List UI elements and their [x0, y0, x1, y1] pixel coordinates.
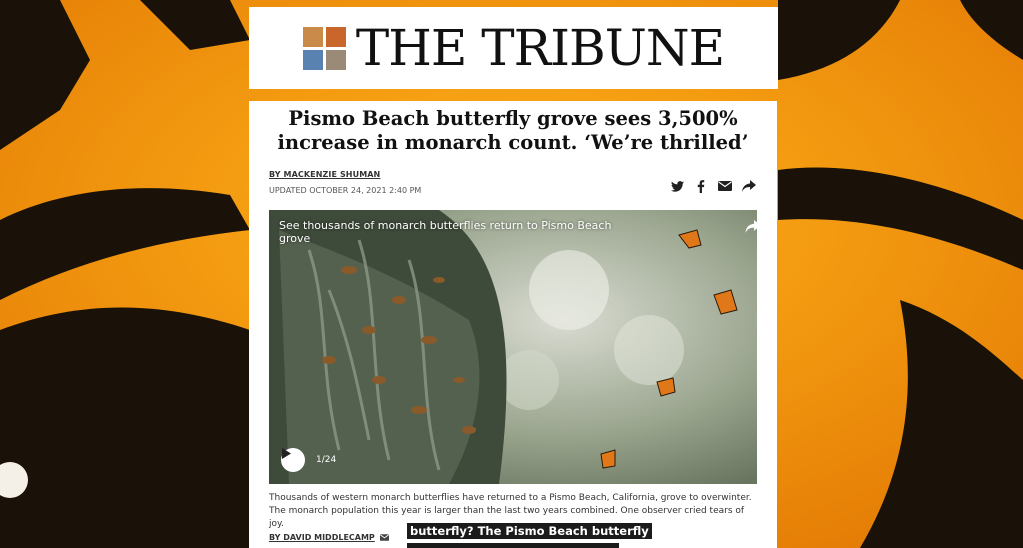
- byline-row: [269, 170, 757, 200]
- article-headline: Pismo Beach butterfly grove sees 3,500% increase in monarch count. ‘We’re thrilled’: [277, 107, 749, 154]
- masthead-title[interactable]: THE TRIBUNE: [355, 19, 725, 77]
- facebook-icon[interactable]: [693, 178, 709, 194]
- tribune-logo-icon: [303, 27, 346, 70]
- play-button[interactable]: [281, 448, 305, 472]
- twitter-icon[interactable]: [669, 178, 685, 194]
- photo-caption: Thousands of western monarch butterflies have returned to a Pismo Beach, California, grove to overwinter. The monarch population this year is larger than the last two years combined. One observer cried tears of joy.: [269, 493, 752, 529]
- updated-timestamp: UPDATED OCTOBER 24, 2021 2:40 PM: [269, 186, 422, 195]
- photographer-name[interactable]: BY DAVID MIDDLECAMP: [269, 533, 375, 542]
- video-thumbnail: [269, 210, 757, 484]
- article-card: [249, 101, 777, 548]
- video-title: See thousands of monarch butterflies return to Pismo Beach grove: [279, 219, 612, 245]
- masthead: [249, 7, 778, 89]
- video-player[interactable]: [269, 210, 757, 484]
- share-icon[interactable]: [741, 178, 757, 194]
- email-icon[interactable]: [380, 534, 389, 541]
- play-icon: [281, 448, 291, 459]
- author-byline[interactable]: BY MACKENZIE SHUMAN: [269, 170, 381, 179]
- video-subtitle-line-2: [407, 543, 619, 548]
- video-subtitle: butterfly? The Pismo Beach butterfly: [407, 523, 652, 539]
- share-bar: [669, 178, 757, 194]
- slide-counter: 1/24: [316, 455, 337, 465]
- email-icon[interactable]: [717, 178, 733, 194]
